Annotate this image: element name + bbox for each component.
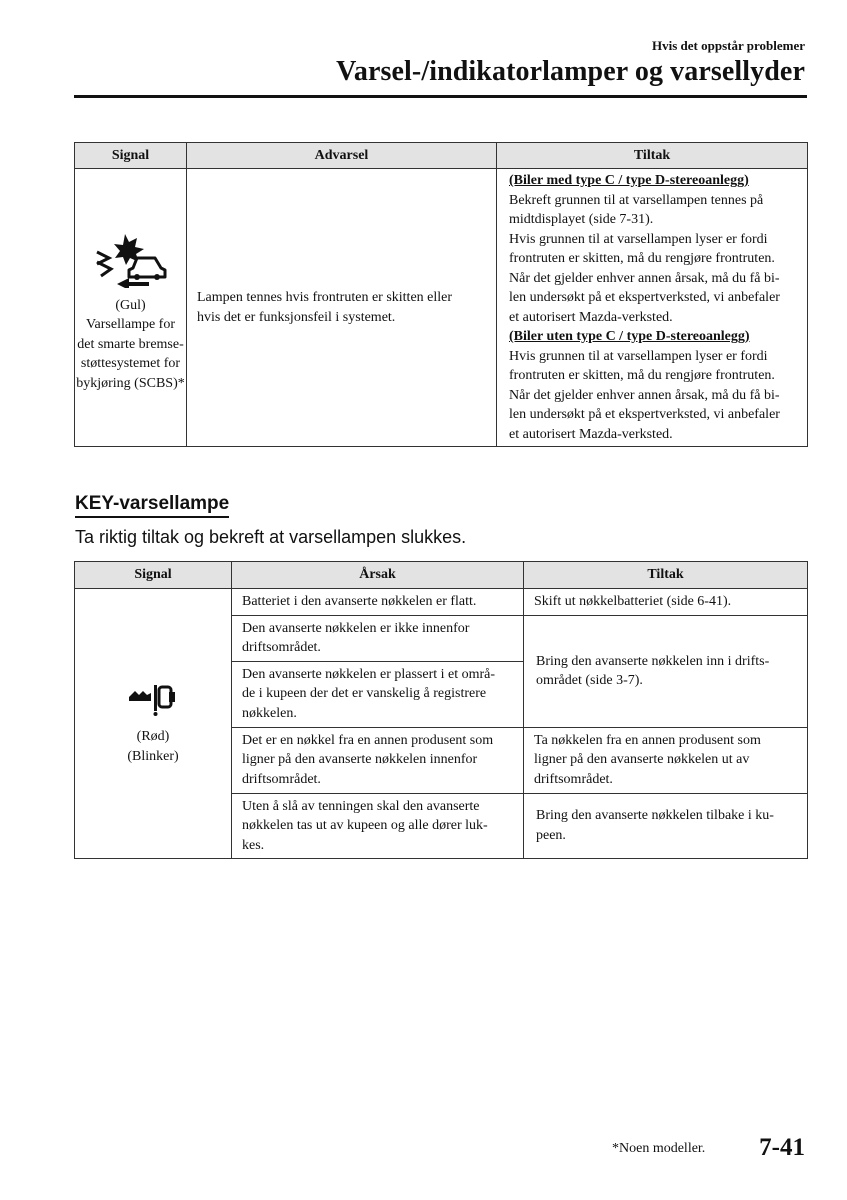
arsak-line: kes. xyxy=(242,837,265,853)
arsak-line: driftsområdet. xyxy=(242,771,321,787)
table-row xyxy=(75,589,808,616)
tiltak-cell xyxy=(524,615,808,727)
column-header-signal: Signal xyxy=(75,562,232,589)
arsak-line: Uten å slå av tenningen skal den avanserte xyxy=(242,798,480,814)
arsak-cell xyxy=(232,589,524,616)
advarsel-cell xyxy=(187,169,497,447)
section-heading-key: KEY-varsellampe xyxy=(75,493,229,518)
scbs-warning-icon xyxy=(89,230,173,288)
tiltak-line: frontruten er skitten, må du rengjøre frontruten. xyxy=(509,251,775,266)
tiltak-line: Bring den avanserte nøkkelen inn i drifts- xyxy=(536,653,770,669)
signal-caption-line: (Gul) xyxy=(115,297,146,313)
column-header-tiltak: Tiltak xyxy=(524,562,808,589)
tiltak-line: peen. xyxy=(536,827,566,843)
tiltak-line: len undersøkt på et ekspertverksted, vi anbefaler xyxy=(509,290,780,305)
arsak-line: de i kupeen der det er vanskelig å registrere xyxy=(242,686,487,701)
column-header-arsak: Årsak xyxy=(232,562,524,589)
key-warning-icon xyxy=(125,681,181,717)
signal-cell xyxy=(75,169,187,447)
tiltak-subheading: (Biler uten type C / type D-stereoanlegg) xyxy=(509,329,750,344)
column-header-tiltak: Tiltak xyxy=(497,143,808,169)
arsak-line: Den avanserte nøkkelen er plassert i et områ- xyxy=(242,666,496,682)
tiltak-line: ligner på den avanserte nøkkelen ut av xyxy=(534,752,750,767)
arsak-line: nøkkelen tas ut av kupeen og alle dører luk- xyxy=(242,818,488,833)
arsak-line: ligner på den avanserte nøkkelen innenfor xyxy=(242,752,478,767)
arsak-line: Batteriet i den avanserte nøkkelen er flatt. xyxy=(242,594,477,609)
tiltak-line: et autorisert Mazda-verksted. xyxy=(509,426,673,442)
scbs-warning-table xyxy=(74,142,808,447)
key-warning-table xyxy=(74,561,808,859)
footnote: *Noen modeller. xyxy=(612,1141,706,1156)
tiltak-line: Bring den avanserte nøkkelen tilbake i ku- xyxy=(536,808,774,824)
column-header-signal: Signal xyxy=(75,143,187,169)
header-divider xyxy=(74,95,807,98)
tiltak-cell xyxy=(497,169,808,447)
table-header-row xyxy=(75,143,808,169)
tiltak-line: et autorisert Mazda-verksted. xyxy=(509,309,673,325)
table-header-row xyxy=(75,562,808,589)
arsak-cell xyxy=(232,661,524,727)
tiltak-line: midtdisplayet (side 7-31). xyxy=(509,212,654,227)
tiltak-line: Når det gjelder enhver annen årsak, må du få bi- xyxy=(509,387,780,403)
arsak-line: Den avanserte nøkkelen er ikke innenfor xyxy=(242,620,470,636)
tiltak-line: frontruten er skitten, må du rengjøre frontruten. xyxy=(509,368,775,383)
tiltak-line: Hvis grunnen til at varsellampen lyser er fordi xyxy=(509,231,768,247)
signal-caption-line: støttesystemet for xyxy=(80,356,181,372)
tiltak-line: Skift ut nøkkelbatteriet (side 6-41). xyxy=(534,594,732,609)
page-number: 7-41 xyxy=(759,1134,805,1161)
arsak-cell xyxy=(232,793,524,859)
signal-caption-line: det smarte bremse- xyxy=(77,336,184,352)
arsak-line: driftsområdet. xyxy=(242,640,321,655)
tiltak-line: Hvis grunnen til at varsellampen lyser er fordi xyxy=(509,348,768,364)
table-row xyxy=(75,169,808,447)
page-title: Varsel-/indikatorlamper og varsellyder xyxy=(336,56,805,87)
tiltak-line: Ta nøkkelen fra en annen produsent som xyxy=(534,732,761,748)
section-title: Hvis det oppstår problemer xyxy=(652,38,805,53)
signal-cell xyxy=(75,589,232,859)
tiltak-subheading: (Biler med type C / type D-stereoanlegg) xyxy=(509,173,749,188)
arsak-line: nøkkelen. xyxy=(242,705,297,721)
column-header-advarsel: Advarsel xyxy=(187,143,497,169)
tiltak-line: len undersøkt på et ekspertverksted, vi anbefaler xyxy=(509,407,780,422)
tiltak-line: området (side 3-7). xyxy=(536,673,643,688)
signal-caption-line: bykjøring (SCBS)* xyxy=(76,375,185,391)
section-intro: Ta riktig tiltak og bekreft at varsellampen slukkes. xyxy=(75,527,467,547)
tiltak-cell xyxy=(524,793,808,859)
tiltak-line: Når det gjelder enhver annen årsak, må du få bi- xyxy=(509,270,780,286)
advarsel-line: Lampen tennes hvis frontruten er skitten eller xyxy=(197,290,453,305)
arsak-line: Det er en nøkkel fra en annen produsent som xyxy=(242,732,494,748)
signal-caption-line: Varsellampe for xyxy=(85,317,176,333)
tiltak-cell xyxy=(524,589,808,616)
arsak-cell xyxy=(232,615,524,661)
advarsel-line: hvis det er funksjonsfeil i systemet. xyxy=(197,309,396,325)
tiltak-cell xyxy=(524,727,808,793)
signal-caption-line: (Blinker) xyxy=(127,748,179,764)
tiltak-line: Bekreft grunnen til at varsellampen tennes på xyxy=(509,192,764,208)
tiltak-line: driftsområdet. xyxy=(534,771,613,787)
arsak-cell xyxy=(232,727,524,793)
signal-caption-line: (Rød) xyxy=(136,729,170,744)
